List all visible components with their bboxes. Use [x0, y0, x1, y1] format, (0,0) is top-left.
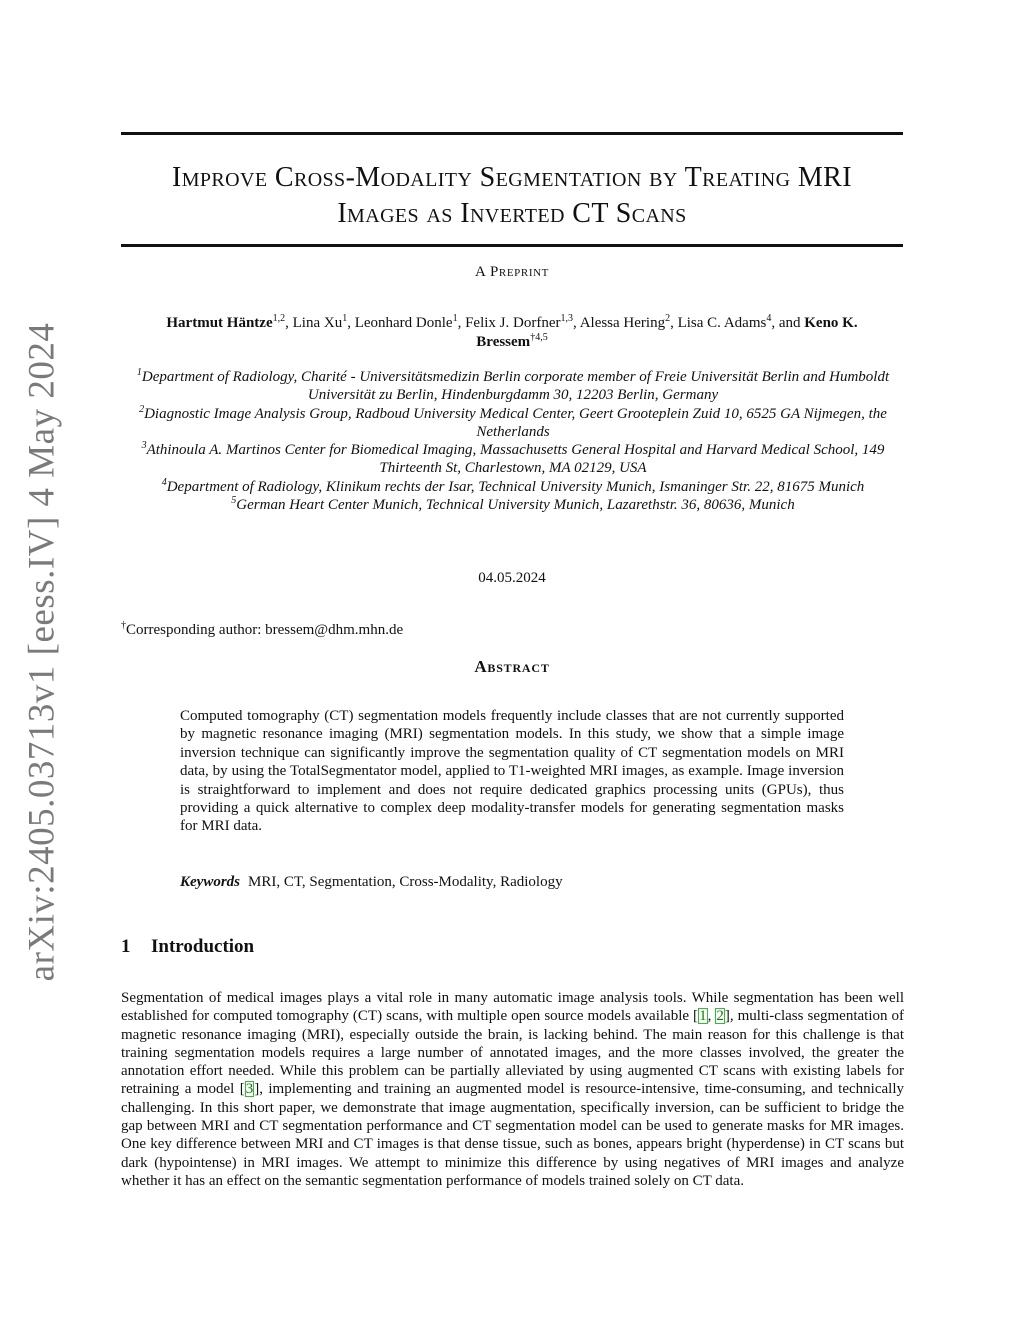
author-name: Alessa Hering	[579, 315, 666, 331]
author-conjunction: and	[778, 315, 801, 331]
title-top-rule	[121, 132, 903, 135]
author-name: Felix J. Dorfner	[465, 315, 561, 331]
keywords-line	[180, 874, 563, 891]
affiliation-2	[118, 405, 908, 442]
author-name: Hartmut Häntze	[166, 315, 273, 331]
author-affiliation-mark: †4,5	[530, 332, 548, 343]
author-affiliation-mark: 1	[452, 313, 458, 324]
author-name-last-part: Bressem	[476, 334, 531, 350]
affiliation-1	[118, 368, 908, 405]
publication-date: 04.05.2024	[478, 570, 546, 586]
affiliation-list	[118, 368, 908, 514]
dagger-mark: †	[121, 620, 126, 631]
corresponding-author-text: Corresponding author: bressem@dhm.mhn.de	[126, 622, 404, 638]
affiliation-4	[118, 478, 908, 496]
paper-title	[121, 160, 903, 232]
author-name: Lina Xu	[292, 315, 343, 331]
affiliation-number: 3	[141, 440, 147, 452]
affiliation-text: Department of Radiology, Klinikum rechts der Isar, Technical University Munich, Ismaninger Str. 22, 81675 Munich	[166, 478, 865, 495]
title-bottom-rule	[121, 244, 903, 247]
author-name: Leonhard Donle	[354, 315, 453, 331]
keywords-label: Keywords	[180, 874, 240, 890]
section-title: Introduction	[151, 936, 255, 957]
introduction-paragraph	[121, 989, 904, 1190]
paragraph-text: ], multi-class segmentation of magnetic resonance imaging (MRI), especially outside the brain, is lacking behind. The main reason for this challenge is that training segmentation models requires a large number of annotated images, and the more classes involved, the greater the annotation effort needed. While this problem can be partially alleviated by using augmented CT scans with existing labels for retraining a model [	[121, 1008, 905, 1098]
author-affiliation-mark: 4	[766, 313, 772, 324]
author-affiliation-mark: 1,2	[272, 313, 286, 324]
author-affiliation-mark: 1,3	[560, 313, 573, 324]
author-list: Hartmut Häntze$^{1,2}$, Lina Xu$^1$, Leonhard Donle$^1$, Felix J. Dorfner$^{1,3}$, Alessa Hering$^2$, Lisa C. Adams$^4$, and Keno K. Bressem$^{\dagger 4,5}$	[166, 313, 858, 350]
paragraph-text: ,	[707, 1008, 716, 1025]
affiliation-number: 5	[231, 495, 237, 507]
paper-title-line-1: Improve Cross-Modality Segmentation by Treating MRI	[172, 162, 852, 193]
corresponding-author-note	[121, 622, 403, 639]
arxiv-sidebar-stamp: arXiv:2405.03713v1 [eess.IV] 4 May 2024	[21, 322, 63, 982]
paragraph-text: ], implementing and training an augmented model is resource-intensive, time-consuming, and technically challenging. In this short paper, we demonstrate that image augmentation, specifically inversion, can be sufficient to bridge the gap between MRI and CT segmentation performance and CT segmentation model can be used to generate masks for MR images. One key difference between MRI and CT images is that dense tissue, such as bones, appears bright (hyperdense) in CT scans but dark (hypointense) in MRI images. We attempt to minimize this difference by using negatives of MRI images and analyze whether it has an effect on the semantic segmentation performance of models trained solely on CT data.	[121, 1081, 904, 1189]
paragraph-text: Segmentation of medical images plays a vital role in many automatic image analysis tools. While segmentation has been well established for computed tomography (CT) scans, with multiple open source models available [	[121, 990, 904, 1025]
affiliation-5	[118, 496, 908, 514]
author-name: Lisa C. Adams	[677, 315, 767, 331]
abstract-heading: Abstract	[474, 657, 550, 676]
affiliation-text: Diagnostic Image Analysis Group, Radboud University Medical Center, Geert Grooteplein Zuid 10, 6525 GA Nijmegen, the Netherlands	[144, 405, 887, 440]
keywords-text: MRI, CT, Segmentation, Cross-Modality, Radiology	[248, 874, 563, 890]
affiliation-number: 2	[139, 403, 145, 415]
affiliation-number: 1	[136, 367, 142, 378]
affiliation-3	[118, 441, 908, 478]
affiliation-text: German Heart Center Munich, Technical University Munich, Lazarethstr. 36, 80636, Munich	[236, 497, 795, 514]
affiliation-text: Department of Radiology, Charité - Universitätsmedizin Berlin corporate member of Freie Universität Berlin and Humboldt Universität zu Berlin, Hindenburgdamm 30, 12203 Berlin, Germany	[141, 369, 890, 404]
section-heading	[121, 936, 254, 958]
citation-link[interactable]: 3	[245, 1081, 254, 1098]
author-affiliation-mark: 2	[665, 313, 671, 324]
preprint-label: A Preprint	[475, 264, 549, 280]
citation-link[interactable]: 2	[716, 1008, 724, 1025]
paper-title-line-2: Images as Inverted CT Scans	[337, 198, 687, 229]
section-number: 1	[121, 936, 131, 957]
affiliation-number: 4	[161, 476, 167, 488]
citation-link[interactable]: 1	[699, 1008, 707, 1025]
affiliation-text: Athinoula A. Martinos Center for Biomedical Imaging, Massachusetts General Hospital and Harvard Medical School, 149 Thirteenth St, Charlestown, MA 02129, USA	[146, 442, 885, 477]
author-name-first-part: Keno K.	[804, 315, 858, 331]
author-affiliation-mark: 1	[342, 313, 348, 324]
abstract-text: Computed tomography (CT) segmentation models frequently include classes that are not currently supported by magnetic resonance imaging (MRI) segmentation models. In this study, we show that a simple image inversion technique can significantly improve the segmentation quality of CT segmentation models on MRI data, by using the TotalSegmentator model, applied to T1-weighted MRI images, as example. Image inversion is straightforward to implement and does not require dedicated graphics processing units (GPUs), thus providing a quick alternative to complex deep modality-transfer models for generating segmentation masks for MRI data.	[180, 708, 844, 835]
